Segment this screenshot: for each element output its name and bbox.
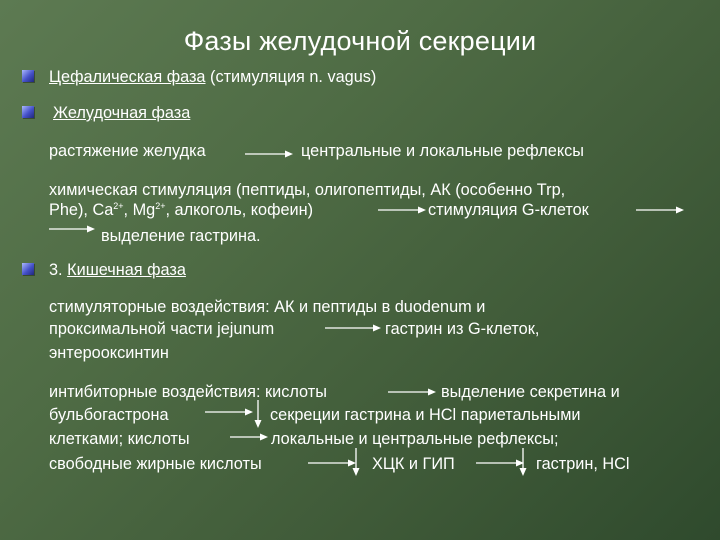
intestinal-phase-link[interactable]: Кишечная фаза: [67, 261, 186, 279]
chem-line-2: [49, 201, 313, 220]
stim-line-2-right: гастрин из G-клеток,: [385, 320, 540, 338]
arrow-right-icon: [325, 322, 385, 334]
cephalic-phase-line: [49, 68, 376, 87]
chem-line-2-part-c: , алкоголь, кофеин): [165, 201, 314, 219]
stim-line-1: стимуляторные воздействия: АК и пептиды в duodenum и: [49, 298, 486, 316]
gastric-phase-link[interactable]: Желудочная фаза: [53, 104, 191, 122]
inhib-line-1-right: выделение секретина и: [441, 383, 620, 401]
arrow-right-icon: [388, 386, 438, 398]
arrow-right-icon: [636, 204, 686, 216]
intestinal-phase-line: [49, 261, 186, 280]
arrow-right-icon: [378, 204, 428, 216]
arrow-right-icon: [49, 223, 99, 235]
slide-title: Фазы желудочной секреции: [183, 26, 537, 56]
intestinal-phase-number: 3.: [49, 261, 68, 279]
chem-line-2-right: стимуляция G-клеток: [428, 201, 589, 219]
inhib-line-3-right: локальные и центральные рефлексы;: [271, 430, 559, 448]
inhib-line-2-right: секреции гастрина и HCl париетальными: [270, 406, 581, 424]
bullet-icon: [22, 263, 34, 275]
inhib-line-4-mid: ХЦК и ГИП: [372, 455, 455, 473]
inhib-line-2-left: бульбогастрона: [49, 406, 169, 424]
arrow-down-icon: [517, 448, 529, 478]
bullet-icon: [22, 70, 34, 82]
bullet-icon: [22, 106, 34, 118]
arrow-down-icon: [252, 400, 264, 430]
stim-line-3: энтерооксинтин: [49, 344, 169, 362]
chem-line-2-part-a: Phe), Ca: [49, 201, 114, 219]
cephalic-phase-text: (стимуляция n. vagus): [205, 68, 377, 86]
arrow-right-icon: [245, 148, 295, 160]
chem-line-1: химическая стимуляция (пептиды, олигопептиды, АК (особенно Trp,: [49, 181, 566, 199]
stretch-left-text: растяжение желудка: [49, 142, 206, 160]
charge-sup-2: 2+: [155, 201, 166, 211]
arrow-down-icon: [350, 448, 362, 478]
stretch-right-text: центральные и локальные рефлексы: [301, 142, 585, 160]
inhib-line-4-right: гастрин, HCl: [536, 455, 630, 473]
chem-line-2-part-b: , Mg: [123, 201, 156, 219]
inhib-line-4-left: свободные жирные кислоты: [49, 455, 262, 473]
cephalic-phase-link[interactable]: Цефалическая фаза: [49, 68, 206, 86]
inhib-line-1-left: интибиторные воздействия: кислоты: [49, 383, 327, 401]
gastric-phase-line: [53, 104, 190, 123]
stim-line-2-left: проксимальной части jejunum: [49, 320, 275, 338]
chem-line-3: выделение гастрина.: [101, 227, 261, 245]
arrow-right-icon: [230, 431, 270, 443]
charge-sup-1: 2+: [113, 201, 124, 211]
arrow-right-icon: [205, 406, 255, 418]
inhib-line-3-left: клетками; кислоты: [49, 430, 190, 448]
